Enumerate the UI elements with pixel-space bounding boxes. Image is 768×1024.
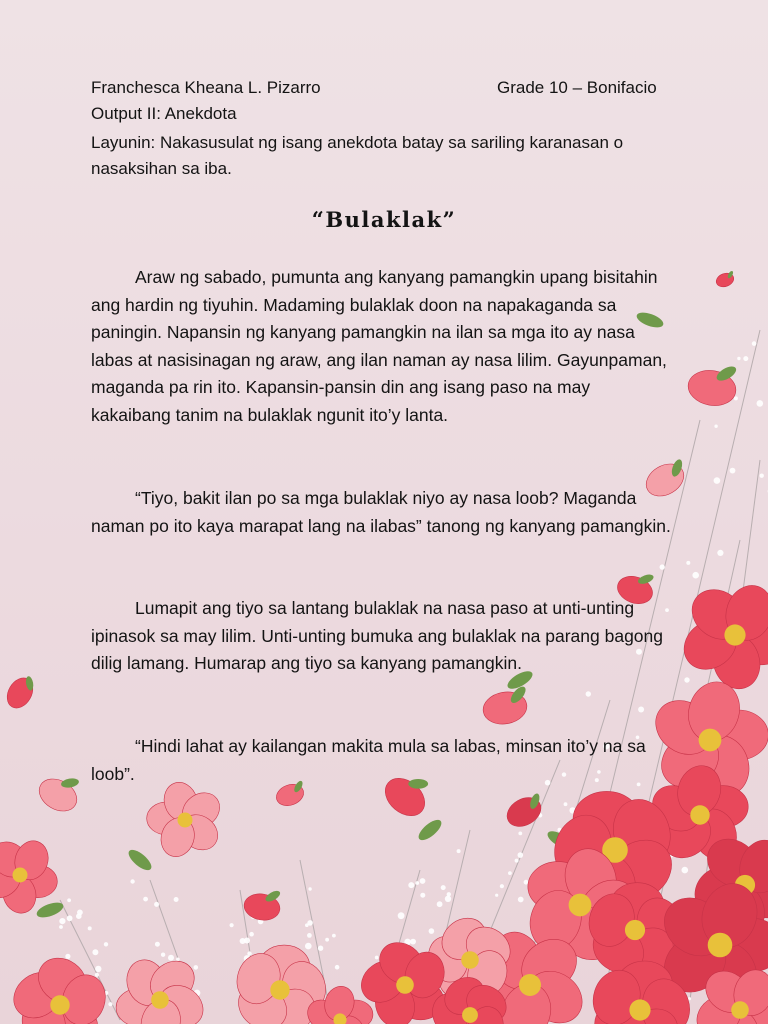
leaf (415, 816, 444, 843)
babys-breath-dot (92, 949, 98, 955)
babys-breath-dot (240, 938, 246, 944)
babys-breath-dot (660, 564, 665, 569)
babys-breath-dot (155, 942, 160, 947)
babys-breath-dot (429, 928, 435, 934)
babys-breath-dot (420, 878, 426, 884)
babys-breath-dot (408, 882, 414, 888)
babys-breath-dot (518, 852, 524, 858)
babys-breath-dot (682, 867, 689, 874)
babys-breath-dot (161, 953, 165, 957)
babys-breath-dot (500, 884, 504, 888)
output-label: Output II: Anekdota (91, 104, 237, 123)
babys-breath-dot (760, 474, 764, 478)
babys-breath-dot (398, 912, 405, 919)
babys-breath-dot (686, 561, 690, 565)
babys-breath-dot (415, 881, 419, 885)
babys-breath-dot (518, 897, 524, 903)
babys-breath-dot (515, 859, 519, 863)
babys-breath-dot (332, 934, 336, 938)
babys-breath-dot (586, 691, 591, 696)
babys-breath-dot (67, 898, 71, 902)
babys-breath-dot (88, 926, 92, 930)
babys-breath-dot (305, 943, 312, 950)
flower-blossom (116, 953, 211, 1024)
page-title: “Bulaklak” (311, 207, 457, 232)
babys-breath-dot (445, 896, 451, 902)
babys-breath-dot (447, 892, 451, 896)
flower-blossom (147, 778, 227, 861)
babys-breath-dot (168, 955, 174, 961)
babys-breath-dot (249, 932, 254, 937)
babys-breath-dot (335, 965, 340, 970)
babys-breath-dot (307, 933, 312, 938)
leaf (125, 846, 154, 873)
paragraph-4: “Hindi lahat ay kailangan makita mula sa labas, minsan ito’y na sa loob”. (91, 736, 646, 784)
babys-breath-dot (104, 942, 108, 946)
babys-breath-dot (437, 901, 443, 907)
babys-breath-dot (692, 572, 699, 579)
babys-breath-dot (59, 925, 63, 929)
grade-section: Grade 10 – Bonifacio (497, 78, 657, 97)
babys-breath-dot (743, 356, 748, 361)
babys-breath-dot (714, 477, 721, 484)
babys-breath-dot (684, 677, 689, 682)
leaf (35, 900, 65, 921)
babys-breath-dot (737, 357, 740, 360)
author-name: Franchesca Kheana L. Pizarro (91, 78, 321, 97)
babys-breath-dot (730, 468, 736, 474)
babys-breath-dot (508, 871, 512, 875)
babys-breath-dot (495, 894, 498, 897)
paragraph-1: Araw ng sabado, pumunta ang kanyang pamangkin upang bisitahin ang hardin ng tiyuhin. Madaming bulaklak doon na napakaganda sa paningin. Napansin ng kanyang pamangkin na ilan sa mga ito ay nasa labas at nasisinagan ng araw, ang ilan naman ay nasa lilim. Gayunpaman, maganda pa rin ito. Kapansin-pansin din ang isang paso na may kakaibang tanim na bulaklak ngunit ito’y lanta. (91, 267, 667, 425)
babys-breath-dot (247, 951, 251, 955)
goal-text: Layunin: Nakasusulat ng isang anekdota batay sa sariling karanasan o nasaksihan sa iba. (91, 133, 624, 178)
flower-blossom (674, 579, 768, 695)
babys-breath-dot (638, 707, 644, 713)
babys-breath-dot (143, 897, 148, 902)
babys-breath-dot (564, 802, 568, 806)
babys-breath-dot (752, 341, 757, 346)
babys-breath-dot (420, 893, 425, 898)
babys-breath-dot (734, 396, 738, 400)
babys-breath-dot (308, 887, 311, 890)
babys-breath-dot (318, 946, 323, 951)
babys-breath-dot (714, 425, 717, 428)
babys-breath-dot (717, 550, 723, 556)
babys-breath-dot (305, 923, 309, 927)
babys-breath-dot (59, 918, 65, 924)
babys-breath-dot (457, 849, 461, 853)
babys-breath-dot (410, 939, 416, 945)
babys-breath-dot (194, 965, 199, 970)
babys-breath-dot (524, 880, 529, 885)
babys-breath-dot (757, 400, 764, 407)
babys-breath-dot (518, 832, 522, 836)
paragraph-2: “Tiyo, bakit ilan po sa mga bulaklak niyo ay nasa loob? Maganda naman po ito kaya marapat lang na ilabas” tanong ng kanyang pamangkin. (91, 488, 671, 536)
babys-breath-dot (108, 1002, 112, 1006)
paragraph-3: Lumapit ang tiyo sa lantang bulaklak na nasa paso at unti-unting ipinasok sa may lilim. Unti-unting bumuka ang bulaklak na parang bagong dilig lamang. Humarap ang tiyo sa kanyang pamangkin. (91, 598, 664, 673)
babys-breath-dot (441, 885, 446, 890)
babys-breath-dot (95, 966, 101, 972)
babys-breath-dot (95, 973, 99, 977)
flower-blossom (5, 949, 112, 1024)
babys-breath-dot (230, 923, 234, 927)
babys-breath-dot (130, 879, 134, 883)
babys-breath-dot (375, 956, 379, 960)
babys-breath-dot (176, 958, 180, 962)
babys-breath-dot (67, 915, 73, 921)
babys-breath-dot (77, 910, 83, 916)
babys-breath-dot (154, 902, 159, 907)
babys-breath-dot (65, 954, 70, 959)
babys-breath-dot (174, 897, 179, 902)
flower-bud (502, 792, 546, 832)
flower-bud (2, 673, 38, 712)
babys-breath-dot (325, 938, 329, 942)
